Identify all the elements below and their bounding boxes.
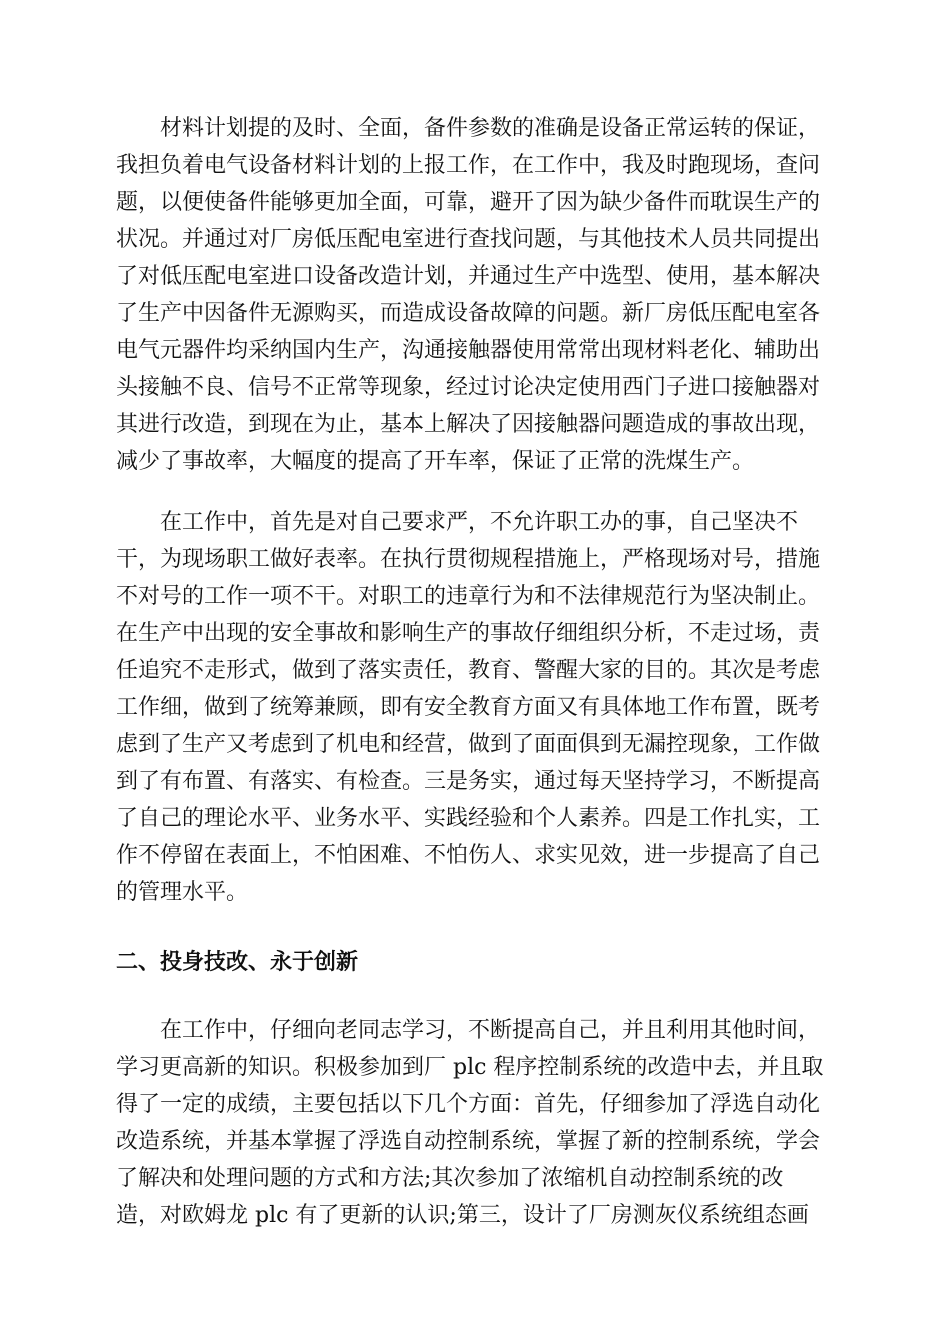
paragraph-2-line-4: 在生产中出现的安全事故和影响生产的事故仔细组织分析，不走过场，责 bbox=[116, 621, 821, 646]
paragraph-2-line-9: 了自己的理论水平、业务水平、实践经验和个人素养。四是工作扎实，工 bbox=[116, 806, 821, 831]
paragraph-1-line-6: 了生产中因备件无源购买，而造成设备故障的问题。新厂房低压配电室各 bbox=[116, 301, 821, 326]
section-heading: 二、投身技改、永于创新 bbox=[116, 950, 359, 975]
paragraph-3-line-3: 得了一定的成绩，主要包括以下几个方面：首先，仔细参加了浮选自动化 bbox=[116, 1092, 821, 1117]
paragraph-2-line-10: 作不停留在表面上，不怕困难、不怕伤人、求实见效，进一步提高了自己 bbox=[116, 843, 821, 868]
paragraph-1-line-5: 了对低压配电室进口设备改造计划，并通过生产中选型、使用，基本解决 bbox=[116, 264, 821, 289]
paragraph-3-line-5: 了解决和处理问题的方式和方法;其次参加了浓缩机自动控制系统的改 bbox=[116, 1166, 784, 1191]
paragraph-3-line-2: 学习更高新的知识。积极参加到厂 plc 程序控制系统的改造中去，并且取 bbox=[116, 1055, 824, 1080]
paragraph-2-line-7: 虑到了生产又考虑到了机电和经营，做到了面面俱到无漏控现象，工作做 bbox=[116, 732, 821, 757]
paragraph-2-line-6: 工作细，做到了统筹兼顾，即有安全教育方面又有具体地工作布置，既考 bbox=[116, 695, 821, 720]
paragraph-3-line-4: 改造系统，并基本掌握了浮选自动控制系统，掌握了新的控制系统，学会 bbox=[116, 1129, 821, 1154]
paragraph-1-line-10: 减少了事故率，大幅度的提高了开车率，保证了正常的洗煤生产。 bbox=[116, 449, 755, 474]
paragraph-1-line-1: 材料计划提的及时、全面，备件参数的准确是设备正常运转的保证， bbox=[116, 116, 821, 141]
paragraph-2-line-1: 在工作中，首先是对自己要求严，不允许职工办的事，自己坚决不 bbox=[116, 510, 799, 535]
paragraph-3-line-1: 在工作中，仔细向老同志学习，不断提高自己，并且利用其他时间， bbox=[116, 1018, 821, 1043]
paragraph-1-line-3: 题，以便使备件能够更加全面，可靠，避开了因为缺少备件而耽误生产的 bbox=[116, 190, 821, 215]
paragraph-2-line-8: 到了有布置、有落实、有检查。三是务实，通过每天坚持学习，不断提高 bbox=[116, 769, 821, 794]
paragraph-2-line-2: 干，为现场职工做好表率。在执行贯彻规程措施上，严格现场对号，措施 bbox=[116, 547, 821, 572]
paragraph-1-line-8: 头接触不良、信号不正常等现象，经过讨论决定使用西门子进口接触器对 bbox=[116, 375, 821, 400]
paragraph-1-line-9: 其进行改造，到现在为止，基本上解决了因接触器问题造成的事故出现， bbox=[116, 412, 821, 437]
paragraph-1-line-4: 状况。并通过对厂房低压配电室进行查找问题，与其他技术人员共同提出 bbox=[116, 227, 821, 252]
paragraph-2-line-11: 的管理水平。 bbox=[116, 880, 249, 905]
paragraph-2-line-5: 任追究不走形式，做到了落实责任，教育、警醒大家的目的。其次是考虑 bbox=[116, 658, 821, 683]
paragraph-3-line-6: 造，对欧姆龙 plc 有了更新的认识;第三，设计了厂房测灰仪系统组态画 bbox=[116, 1203, 809, 1228]
paragraph-1-line-7: 电气元器件均采纳国内生产，沟通接触器使用常常出现材料老化、辅助出 bbox=[116, 338, 821, 363]
paragraph-2-line-3: 不对号的工作一项不干。对职工的违章行为和不法律规范行为坚决制止。 bbox=[116, 584, 821, 609]
paragraph-1-line-2: 我担负着电气设备材料计划的上报工作，在工作中，我及时跑现场，查问 bbox=[116, 153, 821, 178]
